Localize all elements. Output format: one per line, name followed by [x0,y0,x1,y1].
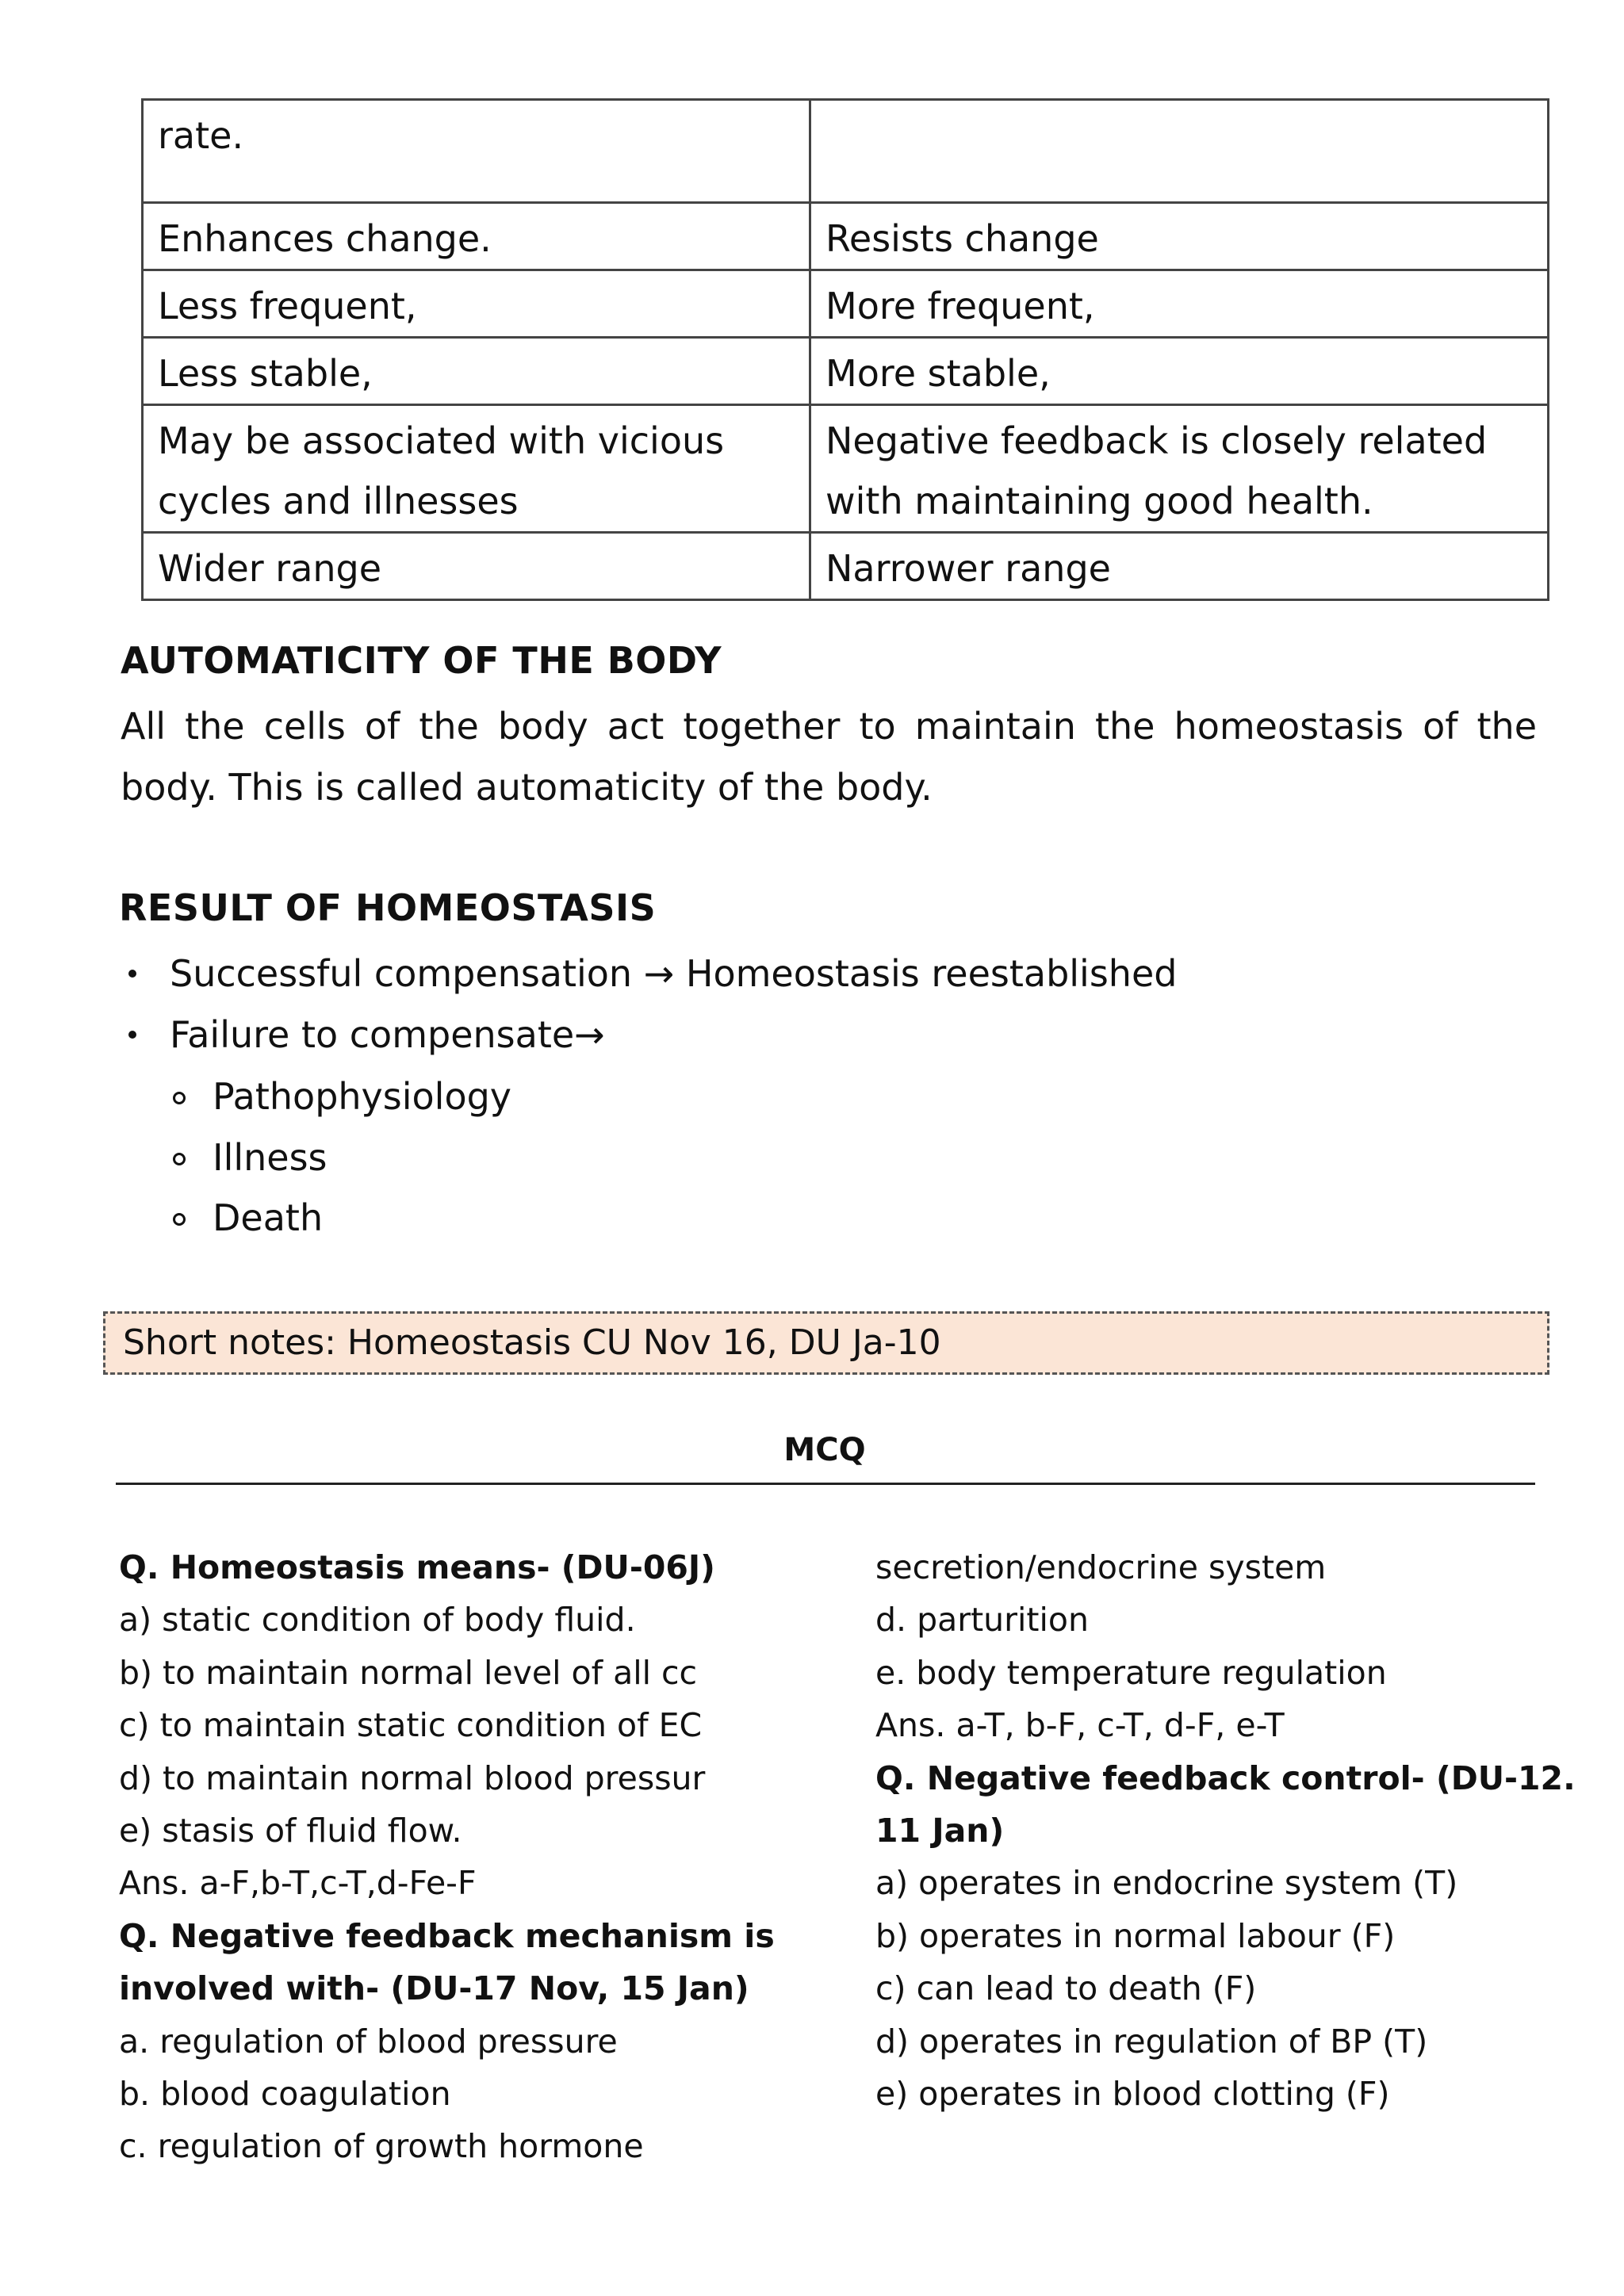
mcq-line: Ans. a-T, b-F, c-T, d-F, e-T [875,1706,1285,1745]
table-row [143,405,1549,533]
table-row [143,533,1549,600]
mcq-title: MCQ [783,1432,866,1468]
short-notes-box: Short notes: Homeostasis CU Nov 16, DU Ja-10 [103,1311,1549,1375]
bullet-text: Successful compensation → Homeostasis reestablished [170,952,1178,995]
bullet-text: Failure to compensate→ [170,1013,605,1056]
mcq-right-column [875,1541,1576,2120]
table-row [143,100,1549,203]
mcq-question: involved with- (DU-17 Nov, 15 Jan) [119,1969,749,2008]
bullet-item [128,1004,605,1066]
mcq-line: b) operates in normal labour (F) [875,1916,1396,1955]
sub-bullet-item [173,1188,323,1249]
automaticity-text-line1: All the cells of the body act together to maintain the homeostasis of the [121,705,1537,748]
table-row [143,338,1549,405]
mcq-line: d) operates in regulation of BP (T) [875,2022,1428,2061]
table-cell: May be associated with vicious cycles and illnesses [143,405,810,533]
table-cell: Less stable, [143,338,810,405]
mcq-line: e) operates in blood clotting (F) [875,2074,1390,2113]
mcq-line: a) static condition of body fluid. [119,1601,636,1640]
table-row [143,203,1549,270]
mcq-line: b) to maintain normal level of all cc [119,1653,698,1692]
table-cell: rate. [143,100,810,203]
mcq-line: a) operates in endocrine system (T) [875,1864,1458,1903]
mcq-line: b. blood coagulation [119,2074,451,2113]
comparison-table [141,98,1549,601]
table-cell: Less frequent, [143,270,810,338]
sub-bullet-text: Pathophysiology [213,1075,512,1118]
table-cell: Negative feedback is closely related with maintaining good health. [810,405,1549,533]
table-cell: Resists change [810,203,1549,270]
bullet-dot-icon [128,1031,136,1039]
result-heading: RESULT OF HOMEOSTASIS [119,886,657,929]
mcq-question: 11 Jan) [875,1811,1005,1850]
table-cell: More stable, [810,338,1549,405]
mcq-line: secretion/endocrine system [875,1548,1327,1586]
mcq-line: a. regulation of blood pressure [119,2022,618,2061]
sub-bullet-item [173,1127,327,1188]
mcq-question: Q. Negative feedback control- (DU-12. [875,1758,1576,1797]
circle-bullet-icon [173,1092,186,1104]
sub-bullet-text: Death [213,1196,324,1239]
circle-bullet-icon [173,1213,186,1226]
automaticity-heading: AUTOMATICITY OF THE BODY [121,639,722,682]
table-row [143,270,1549,338]
mcq-line: e) stasis of fluid flow. [119,1811,462,1850]
table-cell: More frequent, [810,270,1549,338]
mcq-line: e. body temperature regulation [875,1653,1387,1692]
table-cell [810,100,1549,203]
bullet-dot-icon [128,970,136,978]
mcq-line: c) can lead to death (F) [875,1969,1257,2008]
table-cell: Narrower range [810,533,1549,600]
mcq-left-column [119,1541,775,2173]
mcq-line: d) to maintain normal blood pressur [119,1758,706,1797]
table-cell: Wider range [143,533,810,600]
mcq-question: Q. Homeostasis means- (DU-06J) [119,1548,715,1586]
mcq-question: Q. Negative feedback mechanism is [119,1916,775,1955]
mcq-line: c) to maintain static condition of EC [119,1706,703,1745]
sub-bullet-text: Illness [213,1136,327,1179]
table-cell: Enhances change. [143,203,810,270]
mcq-line: Ans. a-F,b-T,c-T,d-Fe-F [119,1864,477,1903]
bullet-item [128,943,1177,1004]
divider [116,1483,1535,1485]
sub-bullet-item [173,1066,511,1127]
mcq-line: d. parturition [875,1601,1089,1640]
mcq-line: c. regulation of growth hormone [119,2127,644,2166]
circle-bullet-icon [173,1153,186,1165]
automaticity-text-line2: body. This is called automaticity of the body. [121,766,933,809]
